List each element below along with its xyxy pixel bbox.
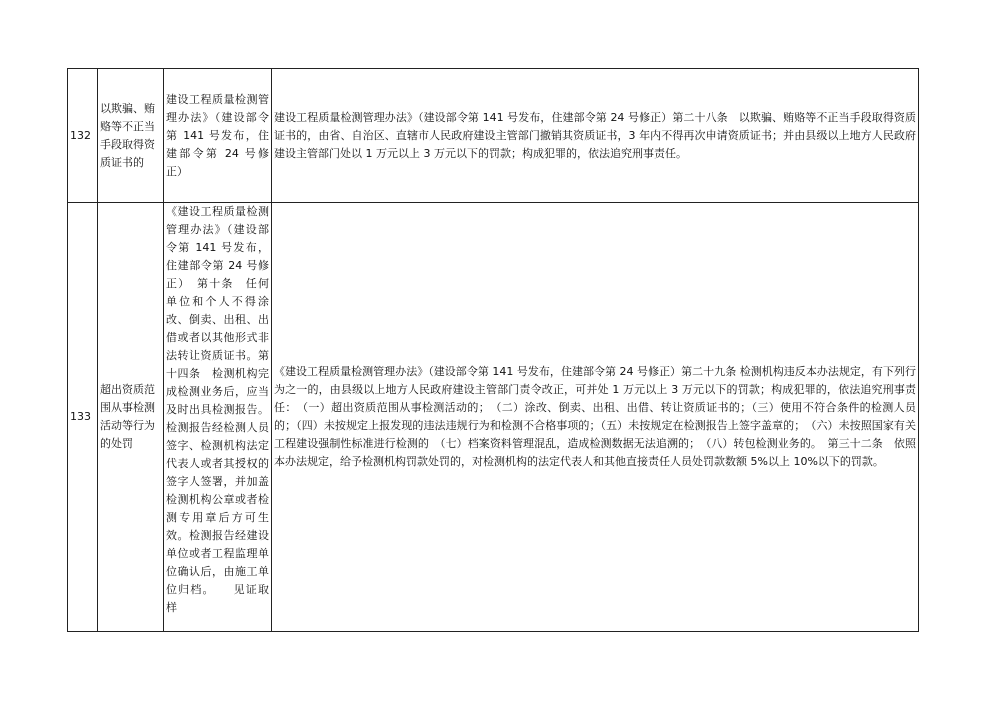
penalty-detail: 《建设工程质量检测管理办法》（建设部令第 141 号发布，住建部令第 24 号修正）第二十九条 检测机构违反本办法规定，有下列行为之一的，由县级以上地方人民政府建设主管部门责令改正，可并处 1 万元以上 3 万元以下的罚款；构成犯罪的，依法追究刑事责任： （一）超出资质范围从事检测活动的； （二）涂改、倒卖、出租、出借、转让资质证书的；（三）使用不符合条件的检测人员的；（四）未按规定上报发现的违法违规行为和检测不合格事项的；（五）未按规定在检测报告上签字盖章的； （六）未按照国家有关工程建设强制性标准进行检测的 （七）档案资料管理混乱，造成检测数据无法追溯的； （八）转包检测业务的。 第三十二条 依照本办法规定，给予检测机构罚款处罚的，对检测机构的法定代表人和其他直接责任人员处罚款数额 5%以上 10%以下的罚款。 xyxy=(272,203,919,632)
regulation-table xyxy=(67,68,919,632)
item-number: 132 xyxy=(68,69,98,203)
legal-basis: 建设工程质量检测管理办法》（建设部令第 141 号发布，住建部令第 24 号修正） xyxy=(164,69,272,203)
item-number: 133 xyxy=(68,203,98,632)
item-name: 以欺骗、贿赂等不正当手段取得资质证书的 xyxy=(98,69,164,203)
item-name: 超出资质范围从事检测活动等行为的处罚 xyxy=(98,203,164,632)
table-row xyxy=(68,69,919,203)
table-row xyxy=(68,203,919,632)
legal-basis: 《建设工程质量检测管理办法》（建设部令第 141 号发布，住建部令第 24 号修正） 第十条 任何单位和个人不得涂改、倒卖、出租、出借或者以其他形式非法转让资质证书。第十四条 检测机构完成检测业务后，应当及时出具检测报告。检测报告经检测人员签字、检测机构法定代表人或者其授权的签字人签署，并加盖检测机构公章或者检测专用章后方可生效。检测报告经建设单位或者工程监理单位确认后，由施工单位归档。 见证取样 xyxy=(164,203,272,632)
penalty-detail: 建设工程质量检测管理办法》（建设部令第 141 号发布，住建部令第 24 号修正）第二十八条 以欺骗、贿赂等不正当手段取得资质证书的，由省、自治区、直辖市人民政府建设主管部门撤销其资质证书，3 年内不得再次申请资质证书；并由县级以上地方人民政府建设主管部门处以 1 万元以上 3 万元以下的罚款；构成犯罪的，依法追究刑事责任。 xyxy=(272,69,919,203)
